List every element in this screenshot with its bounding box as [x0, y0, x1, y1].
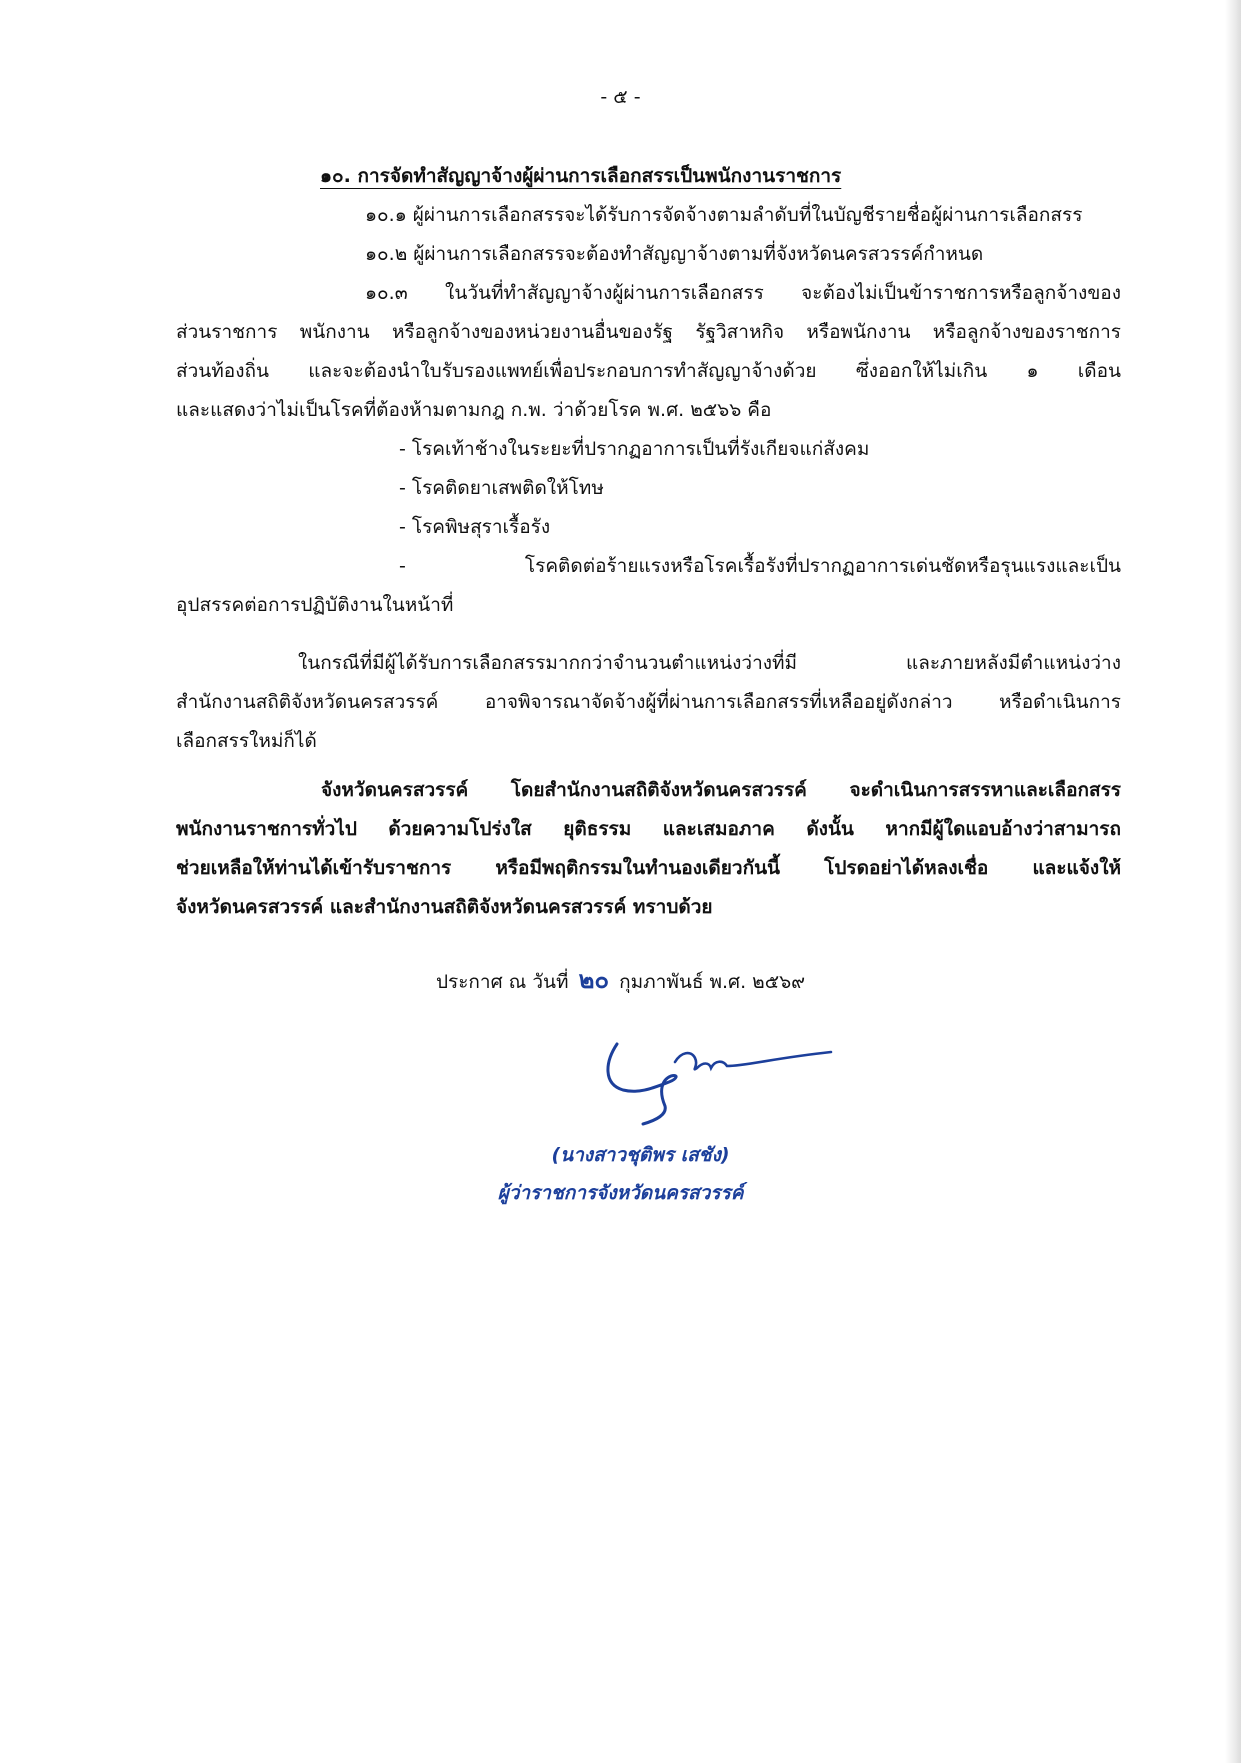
announcement-suffix: กุมภาพันธ์ พ.ศ. ๒๕๖๙: [619, 971, 806, 993]
paragraph-warning-line-2: พนักงานราชการทั่วไป ด้วยความโปร่งใส ยุติธรรม และเสมอภาค ดังนั้น หากมีผู้ใดแอบอ้างว่าสามารถ: [176, 818, 1121, 840]
announcement-prefix: ประกาศ ณ วันที่: [435, 971, 569, 993]
item-10-3-line-3: ส่วนท้องถิ่น และจะต้องนำใบรับรองแพทย์เพื่อประกอบการทำสัญญาจ้างด้วย ซึ่งออกให้ไม่เกิน ๑ เดือน: [176, 360, 1121, 382]
item-10-2: ๑๐.๒ ผู้ผ่านการเลือกสรรจะต้องทำสัญญาจ้างตามที่จังหวัดนครสวรรค์กำหนด: [365, 243, 984, 265]
item-10-3-line-1: ๑๐.๓ ในวันที่ทำสัญญาจ้างผู้ผ่านการเลือกสรร จะต้องไม่เป็นข้าราชการหรือลูกจ้างของ: [365, 282, 1121, 304]
page-number: - ๕ -: [600, 86, 641, 108]
paragraph-vacancy: [176, 644, 1121, 761]
paragraph-vacancy-line-2: สำนักงานสถิติจังหวัดนครสวรรค์ อาจพิจารณาจัดจ้างผู้ที่ผ่านการเลือกสรรที่เหลืออยู่ดังกล่าว หรือดำเนินการ: [176, 691, 1121, 713]
paragraph-warning: [176, 771, 1121, 927]
paragraph-vacancy-line-3: เลือกสรรใหม่ก็ได้: [176, 730, 317, 752]
requirements-list: [176, 196, 1121, 625]
page-edge-shadow: [1225, 0, 1241, 1763]
item-10-3-line-4: และแสดงว่าไม่เป็นโรคที่ต้องห้ามตามกฎ ก.พ. ว่าด้วยโรค พ.ศ. ๒๕๖๖ คือ: [176, 399, 772, 421]
item-10-1: ๑๐.๑ ผู้ผ่านการเลือกสรรจะได้รับการจัดจ้างตามลำดับที่ในบัญชีรายชื่อผู้ผ่านการเลือกสรร: [365, 204, 1083, 226]
disease-item-2: - โรคติดยาเสพติดให้โทษ: [399, 477, 604, 499]
signatory-title: ผู้ว่าราชการจังหวัดนครสวรรค์: [497, 1182, 744, 1204]
announcement-day: ๒๐: [578, 966, 610, 994]
announcement-date: [0, 960, 1241, 999]
section-heading: ๑๐. การจัดทำสัญญาจ้างผู้ผ่านการเลือกสรรเป็นพนักงานราชการ: [320, 165, 842, 187]
item-10-3-line-2: ส่วนราชการ พนักงาน หรือลูกจ้างของหน่วยงานอื่นของรัฐ รัฐวิสาหกิจ หรือพนักงาน หรือลูกจ้างของราชการ: [176, 321, 1121, 343]
paragraph-warning-line-4: จังหวัดนครสวรรค์ และสำนักงานสถิติจังหวัดนครสวรรค์ ทราบด้วย: [176, 896, 713, 918]
disease-item-3: - โรคพิษสุราเรื้อรัง: [399, 516, 551, 538]
disease-item-4-line-1: - โรคติดต่อร้ายแรงหรือโรคเรื้อรังที่ปรากฏอาการเด่นชัดหรือรุนแรงและเป็น: [399, 555, 1121, 577]
disease-item-1: - โรคเท้าช้างในระยะที่ปรากฏอาการเป็นที่รังเกียจแก่สังคม: [399, 438, 870, 460]
disease-item-4-line-2: อุปสรรคต่อการปฏิบัติงานในหน้าที่: [176, 594, 454, 616]
handwritten-signature: [595, 1032, 855, 1136]
paragraph-warning-line-3: ช่วยเหลือให้ท่านได้เข้ารับราชการ หรือมีพฤติกรรมในทำนองเดียวกันนี้ โปรดอย่าได้หลงเชื่อ และแจ้งให้: [176, 857, 1121, 879]
paragraph-vacancy-line-1: ในกรณีที่มีผู้ได้รับการเลือกสรรมากกว่าจำนวนตำแหน่งว่างที่มี และภายหลังมีตำแหน่งว่าง: [298, 652, 1121, 674]
paragraph-warning-line-1: จังหวัดนครสวรรค์ โดยสำนักงานสถิติจังหวัดนครสวรรค์ จะดำเนินการสรรหาและเลือกสรร: [321, 779, 1121, 801]
signatory-name: (นางสาวชุติพร เสชัง): [551, 1144, 730, 1166]
